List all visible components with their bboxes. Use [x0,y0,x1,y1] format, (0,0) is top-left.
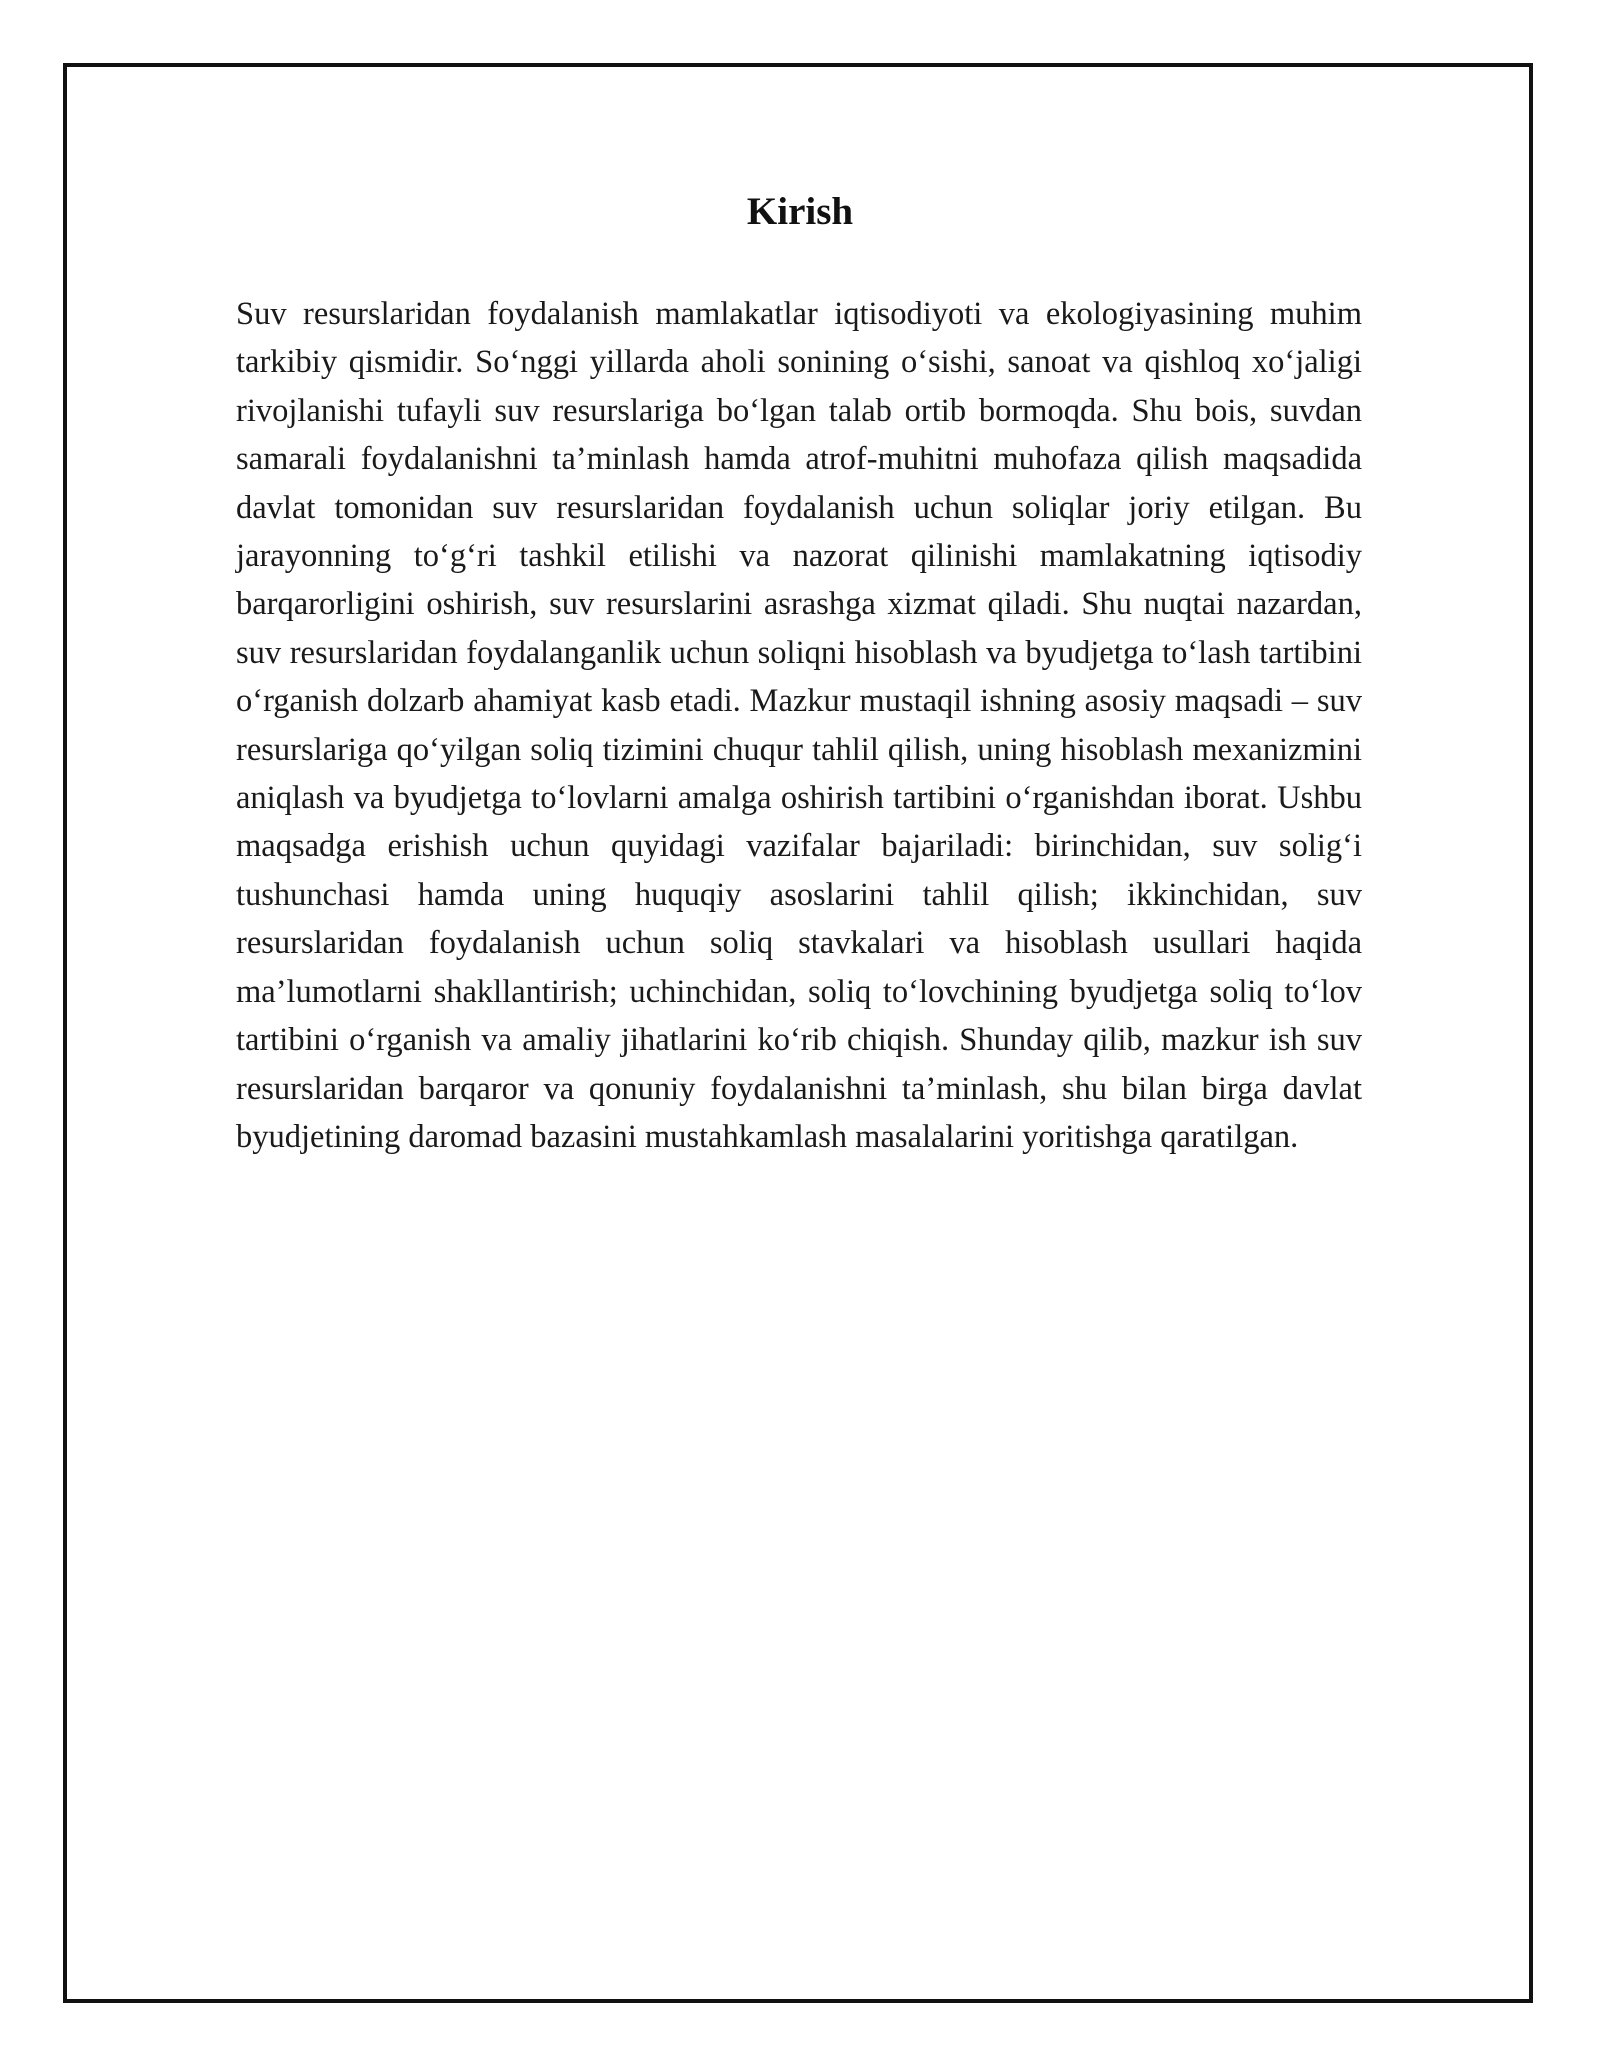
page-title: Kirish [746,190,854,233]
body-paragraph: Suv resurslaridan foydalanish mamlakatlar iqtisodiyoti va ekologiyasining muhim tarkibiy qismidir. So‘nggi yillarda aholi sonining o‘sishi, sanoat va qishloq xo‘jaligi rivojlanishi tufayli suv resurslariga bo‘lgan talab ortib bormoqda. Shu bois, suvdan samarali foydalanishni ta’minlash hamda atrof-muhitni muhofaza qilish maqsadida davlat tomonidan suv resurslaridan foydalanish uchun soliqlar joriy etilgan. Bu jarayonning to‘g‘ri tashkil etilishi va nazorat qilinishi mamlakatning iqtisodiy barqarorligini oshirish, suv resurslarini asrashga xizmat qiladi. Shu nuqtai nazardan, suv resurslaridan foydalanganlik uchun soliqni hisoblash va byudjetga to‘lash tartibini o‘rganish dolzarb ahamiyat kasb etadi. Mazkur mustaqil ishning asosiy maqsadi – suv resurslariga qo‘yilgan soliq tizimini chuqur tahlil qilish, uning hisoblash mexanizmini aniqlash va byudjetga to‘lovlarni amalga oshirish tartibini o‘rganishdan iborat. Ushbu maqsadga erishish uchun quyidagi vazifalar bajariladi: birinchidan, suv solig‘i tushunchasi hamda uning huquqiy asoslarini tahlil qilish; ikkinchidan, suv resurslaridan foydalanish uchun soliq stavkalari va hisoblash usullari haqida ma’lumotlarni shakllantirish; uchinchidan, soliq to‘lovchining byudjetga soliq to‘lov tartibini o‘rganish va amaliy jihatlarini ko‘rib chiqish. Shunday qilib, mazkur ish suv resurslaridan barqaror va qonuniy foydalanishni ta’minlash, shu bilan birga davlat byudjetining daromad bazasini mustahkamlash masalalarini yoritishga qaratilgan. [236,296,1362,1155]
